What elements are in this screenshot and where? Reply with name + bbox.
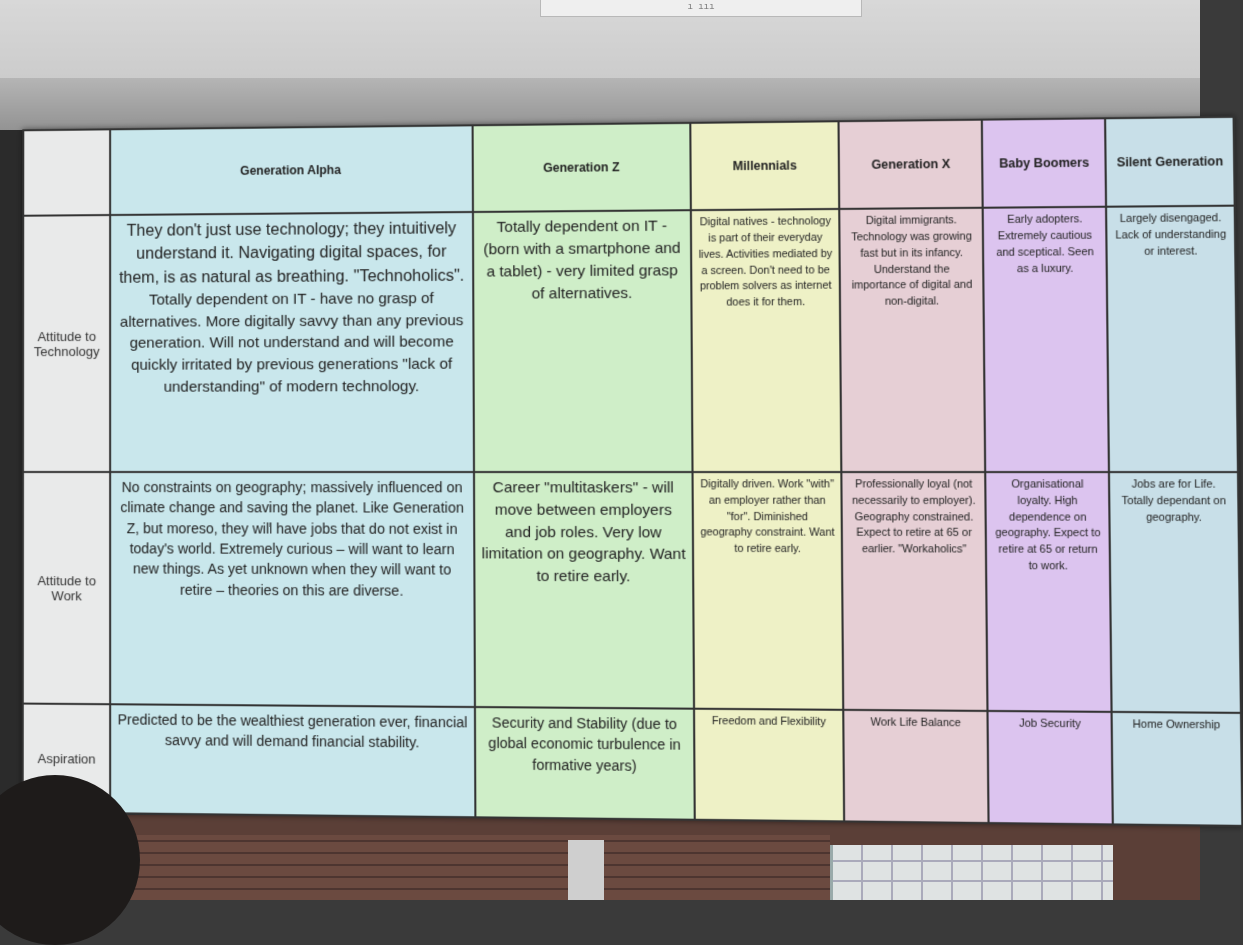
window-frame: [833, 845, 1113, 900]
cell-alpha-technology-quote: They don't just use technology; they intuitively understand it. Navigating digital spaces, for them, is as natural as breathing. "Technoholics".: [119, 220, 465, 287]
generations-table: [22, 116, 1243, 827]
row-header-aspiration: Aspiration: [23, 704, 111, 814]
header-row: [23, 117, 1234, 216]
cell-genx-technology: Digital immigrants. Technology was growing fast but in its infancy. Understand the importance of digital and non-digital.: [840, 208, 986, 472]
row-header-technology: Attitude to Technology: [23, 215, 110, 472]
row-header-work: Attitude to Work: [23, 472, 111, 704]
cell-boomers-work: Organisational loyalty. High dependence on geography. Expect to retire at 65 or return to work.: [986, 472, 1112, 712]
pillar: [568, 840, 604, 900]
cell-silent-technology: Largely disengaged. Lack of understanding or interest.: [1106, 206, 1238, 472]
cell-genx-aspiration: Work Life Balance: [844, 710, 989, 823]
table-row-aspiration: [23, 704, 1243, 826]
table-row-work: [23, 472, 1241, 713]
cell-genz-work: Career "multitaskers" - will move between employers and job roles. Very low limitation on geography. Want to retire early.: [474, 472, 694, 709]
column-header-silent-generation: Silent Generation: [1105, 117, 1234, 207]
cell-genz-aspiration: Security and Stability (due to global economic turbulence in formative years): [475, 707, 695, 820]
cell-genz-technology: Totally dependent on IT - (born with a smartphone and a tablet) - very limited grasp of alternatives.: [473, 210, 693, 472]
cell-silent-work: Jobs are for Life. Totally dependant on geography.: [1109, 472, 1241, 713]
column-header-generation-z: Generation Z: [472, 123, 691, 212]
cell-alpha-aspiration: Predicted to be the wealthiest generation ever, financial savvy and will demand financial stability.: [110, 704, 475, 817]
cell-silent-aspiration: Home Ownership: [1112, 712, 1243, 826]
column-header-millennials: Millennials: [690, 121, 839, 210]
cell-millennials-technology: Digital natives - technology is part of their everyday lives. Activities mediated by a screen. Don't need to be problem solvers as internet does it for them.: [691, 209, 842, 472]
cell-genx-work: Professionally loyal (not necessarily to employer). Geography constrained. Expect to retire at 65 or earlier. "Workaholics": [842, 472, 988, 711]
cell-alpha-work: No constraints on geography; massively influenced on climate change and saving the planet. Like Generation Z, but moreso, they will have jobs that do not exist in today's world. Extremely curious – will want to learn new things. As yet unknown when they will want to retire – theories on this are diverse.: [110, 472, 474, 707]
column-header-generation-x: Generation X: [839, 120, 983, 210]
column-header-baby-boomers: Baby Boomers: [982, 118, 1106, 208]
cell-boomers-technology: Early adopters. Extremely cautious and sceptical. Seen as a luxury.: [983, 207, 1109, 472]
cell-alpha-technology-detail: Totally dependent on IT - have no grasp of alternatives. More digitally savvy than any previous generation. Will not understand and will become quickly irritated by previous generations "lack of understanding" of modern technology.: [119, 289, 464, 396]
corner-cell: [23, 129, 110, 216]
cell-millennials-work: Digitally driven. Work "with" an employer rather than "for". Diminished geography constraint. Want to retire early.: [693, 472, 844, 710]
ceiling-light: ı ııı: [540, 0, 862, 17]
cell-boomers-aspiration: Job Security: [988, 711, 1113, 824]
cell-millennials-aspiration: Freedom and Flexibility: [694, 709, 844, 822]
column-header-generation-alpha: Generation Alpha: [110, 125, 472, 215]
projected-slide: [22, 116, 1243, 827]
brick-wall: [130, 835, 830, 900]
table-row-technology: [23, 206, 1238, 472]
window: [830, 845, 1113, 900]
cell-alpha-technology: [110, 212, 473, 472]
